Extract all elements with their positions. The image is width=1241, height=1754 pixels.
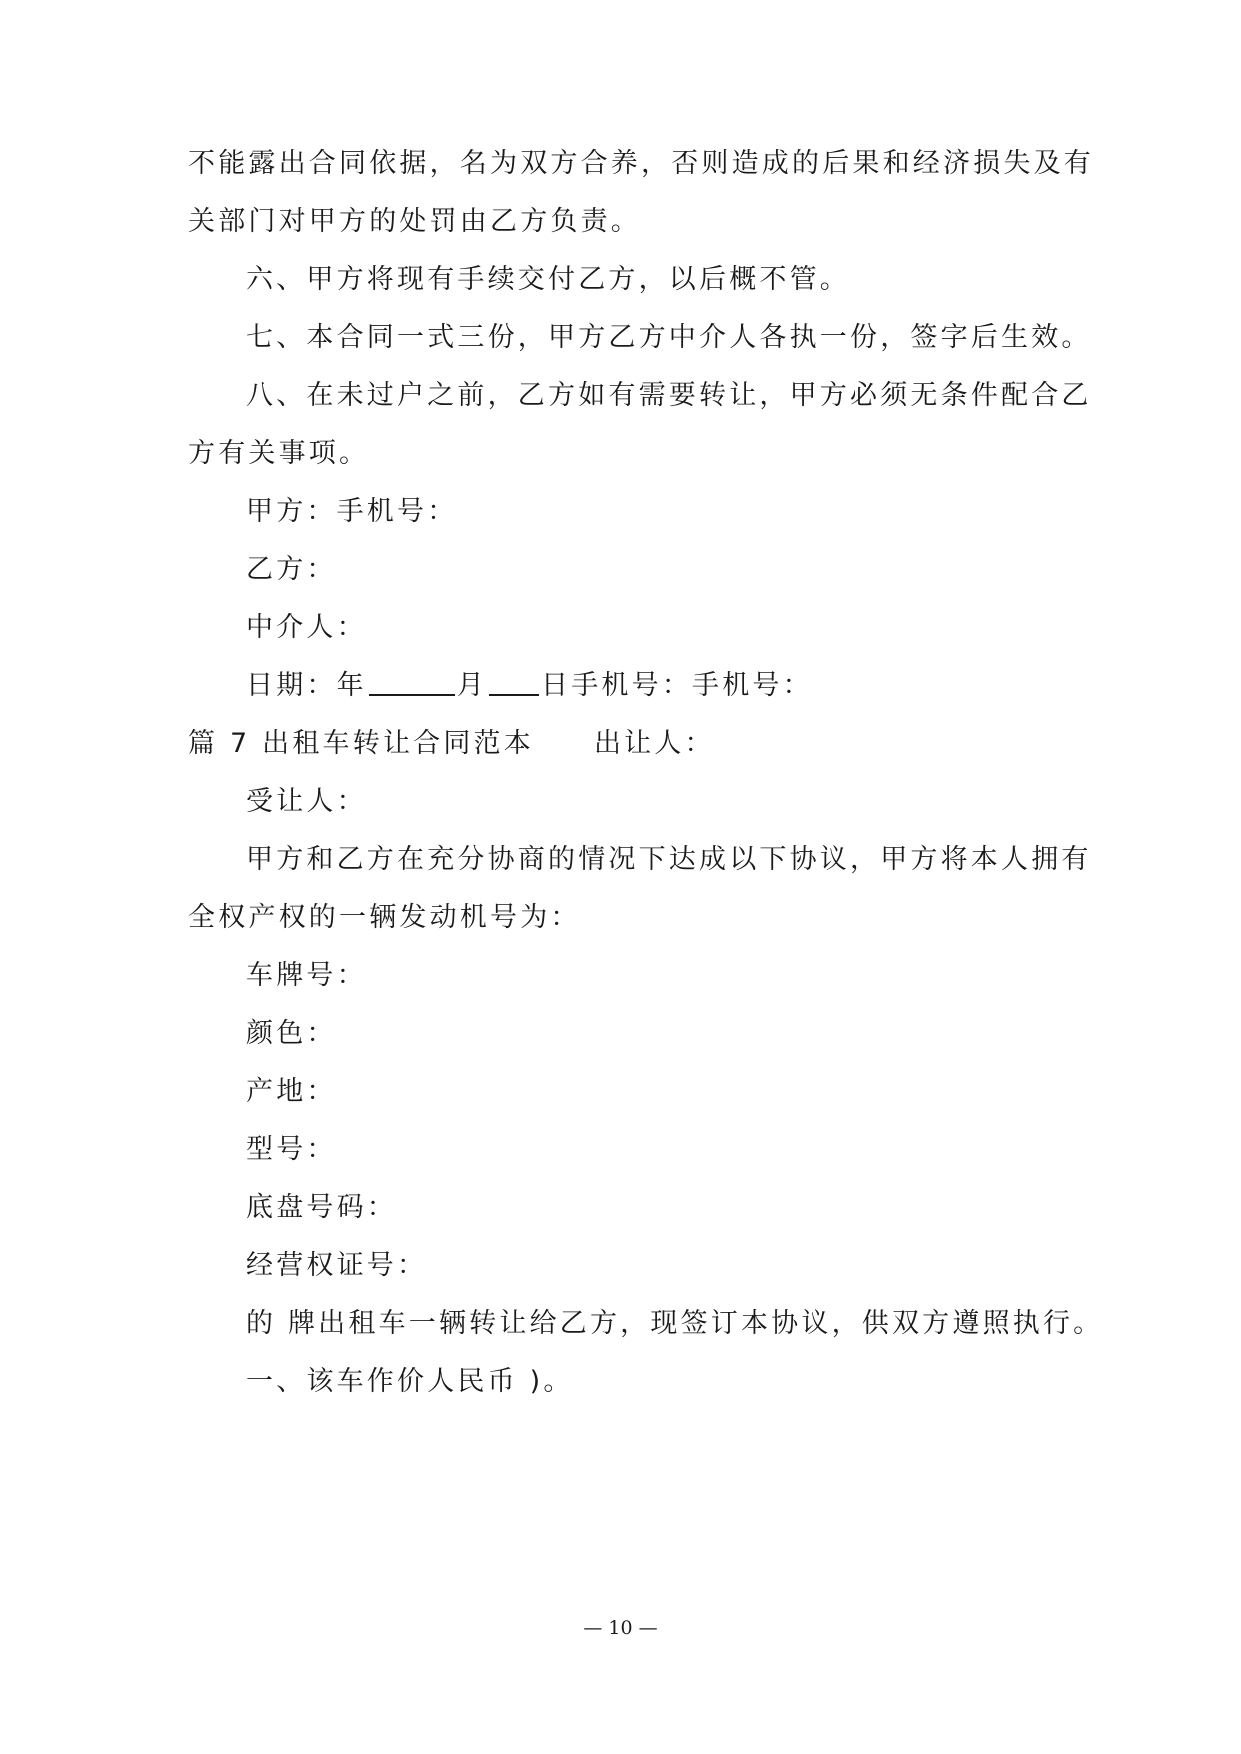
chassis-number-field: 底盘号码： [246,1192,397,1223]
blank-underline [369,668,455,696]
model-field: 型号： [246,1134,337,1165]
date-prefix: 日期：年 [246,670,367,701]
clause-eight: 八、在未过户之前，乙方如有需要转让，甲方必须无条件配合乙 [246,380,1092,411]
license-number-field: 经营权证号： [246,1250,428,1281]
paragraph-line: 不能露出合同依据，名为双方合养，否则造成的后果和经济损失及有 [188,148,1094,179]
clause-seven: 七、本合同一式三份，甲方乙方中介人各执一份，签字后生效。 [246,322,1092,353]
buyer-label: 受让人： [246,786,367,817]
paragraph-line: 方有关事项。 [188,438,370,469]
paragraph-line: 关部门对甲方的处罚由乙方负责。 [188,206,641,237]
paragraph-line: 全权产权的一辆发动机号为： [188,902,581,933]
party-a-signature-line: 甲方：手机号： [246,496,458,527]
plate-number-field: 车牌号： [246,960,367,991]
section-title: 篇 7 出租车转让合同范本 [188,728,534,759]
agreement-intro: 甲方和乙方在充分协商的情况下达成以下协议，甲方将本人拥有 [246,844,1092,875]
origin-field: 产地： [246,1076,337,1107]
seller-label: 出让人： [593,728,715,759]
page-number: — 10 — [583,1617,658,1639]
blank-underline [489,668,539,696]
party-b-signature-line: 乙方： [246,554,337,585]
clause-one: 一、该车作价人民币 )。 [246,1366,574,1397]
date-month: 月 [456,670,488,701]
section-heading [188,726,715,762]
clause-six: 六、甲方将现有手续交付乙方，以后概不管。 [246,264,850,295]
date-line [246,668,813,704]
color-field: 颜色： [246,1018,337,1049]
date-suffix: 日手机号：手机号： [541,670,813,701]
intermediary-signature-line: 中介人： [246,612,367,643]
transfer-statement: 的 牌出租车一辆转让给乙方，现签订本协议，供双方遵照执行。 [246,1308,1104,1339]
